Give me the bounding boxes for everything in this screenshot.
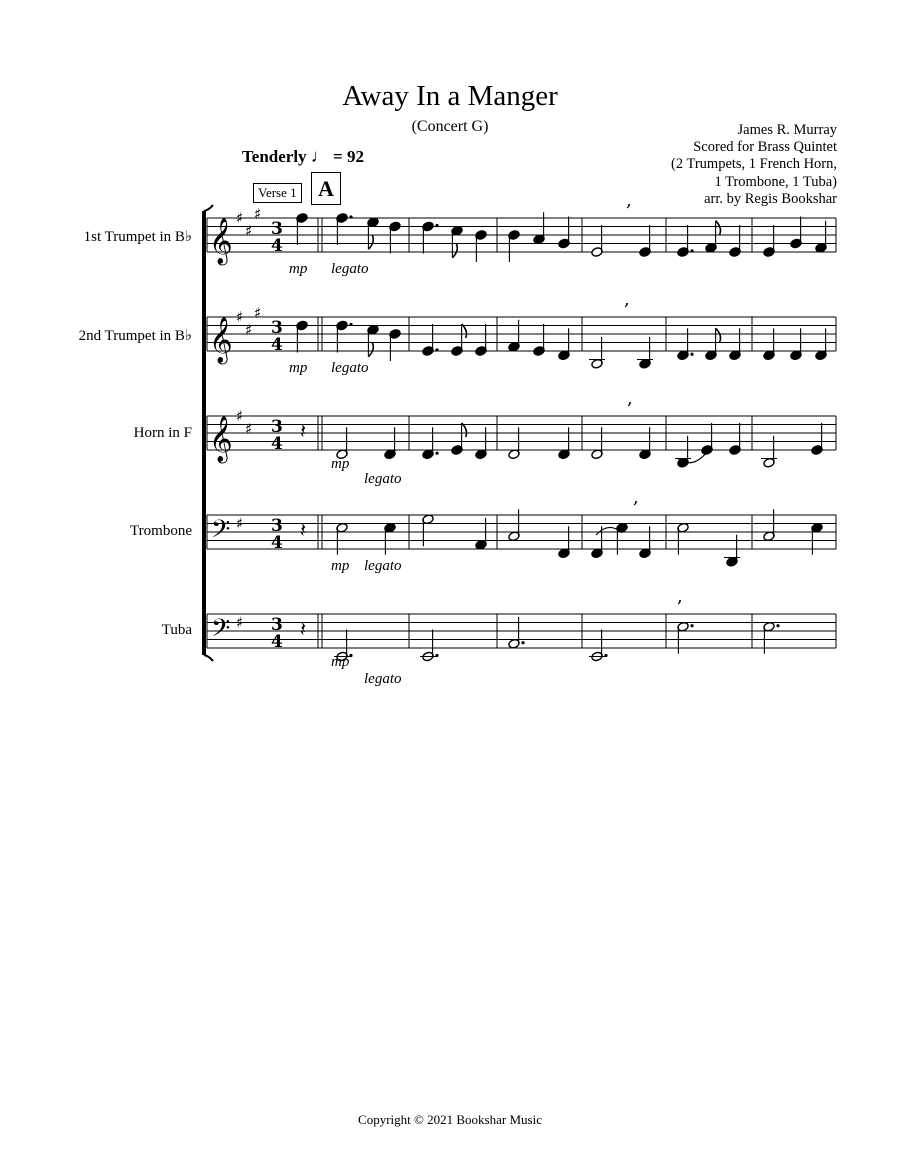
- augmentation-dot: [349, 654, 352, 657]
- part-name-horn: Horn in F: [133, 425, 192, 441]
- augmentation-dot: [435, 224, 438, 227]
- treble-clef-icon: 𝄞: [209, 317, 233, 363]
- eighth-flag: [462, 324, 467, 338]
- dynamic-marking: mp: [289, 360, 308, 376]
- augmentation-dot: [349, 323, 352, 326]
- augmentation-dot: [435, 348, 438, 351]
- dynamic-marking: mp: [331, 558, 350, 574]
- arranger: arr. by Regis Bookshar: [704, 190, 837, 207]
- sharp-icon: ♯: [236, 514, 244, 533]
- expression-marking: legato: [364, 471, 402, 487]
- part-name-trombone: Trombone: [130, 523, 192, 539]
- score-title: Away In a Manger: [342, 80, 558, 112]
- scoring-line-3: 1 Trombone, 1 Tuba): [714, 173, 837, 190]
- quarter-rest-icon: 𝄽: [300, 617, 307, 641]
- slur: [677, 452, 707, 463]
- sharp-icon: ♯: [245, 320, 253, 339]
- eighth-flag: [368, 343, 373, 357]
- augmentation-dot: [690, 249, 693, 252]
- eighth-flag: [368, 235, 373, 249]
- expression-marking: legato: [331, 261, 369, 277]
- quarter-rest-icon: 𝄽: [300, 419, 307, 443]
- tempo-marking: [242, 146, 364, 167]
- expression-marking: legato: [364, 671, 402, 687]
- part-name-trumpet-2: 2nd Trumpet in B♭: [78, 328, 192, 344]
- scoring-line-2: (2 Trumpets, 1 French Horn,: [671, 156, 837, 173]
- sharp-icon: ♯: [254, 204, 262, 223]
- dynamic-marking: mp: [289, 261, 308, 277]
- sharp-icon: ♯: [236, 308, 244, 326]
- expression-marking: legato: [364, 558, 402, 574]
- system-bracket-top: [204, 205, 213, 211]
- bass-clef-icon: 𝄢: [211, 515, 231, 550]
- sharp-icon: ♯: [245, 419, 253, 438]
- time-signature-denominator: 4: [271, 236, 283, 256]
- augmentation-dot: [776, 624, 779, 627]
- eighth-flag: [462, 423, 467, 437]
- time-signature-numerator: 3: [271, 615, 283, 635]
- eighth-flag: [716, 328, 721, 342]
- time-signature-denominator: 4: [271, 533, 283, 553]
- augmentation-dot: [690, 353, 693, 356]
- time-signature-numerator: 3: [271, 516, 283, 536]
- scoring-line-1: Scored for Brass Quintet: [693, 139, 837, 156]
- treble-clef-icon: 𝄞: [209, 218, 233, 264]
- augmentation-dot: [521, 641, 524, 644]
- dynamic-marking: mp: [331, 654, 350, 670]
- eighth-flag: [452, 244, 457, 258]
- sharp-icon: ♯: [236, 407, 244, 425]
- tempo-text: Tenderly: [242, 147, 307, 166]
- part-name-trumpet-1: 1st Trumpet in B♭: [83, 229, 192, 245]
- dynamic-marking: mp: [331, 456, 350, 472]
- part-name-tuba: Tuba: [161, 622, 192, 638]
- score-subtitle: (Concert G): [411, 118, 489, 135]
- augmentation-dot: [435, 452, 438, 455]
- eighth-flag: [716, 221, 721, 235]
- sharp-icon: ♯: [245, 221, 253, 240]
- verse-label: Verse 1: [253, 183, 302, 203]
- rehearsal-mark: A: [311, 172, 341, 205]
- composer: James R. Murray: [737, 122, 837, 138]
- breath-mark-icon: ,: [626, 190, 632, 211]
- sharp-icon: ♯: [254, 303, 262, 322]
- augmentation-dot: [435, 654, 438, 657]
- quarter-note-icon: ♩: [310, 146, 329, 166]
- credits-block: [671, 122, 837, 208]
- expression-marking: legato: [331, 360, 369, 376]
- tempo-value: = 92: [333, 147, 364, 166]
- time-signature-denominator: 4: [271, 335, 283, 355]
- bass-clef-icon: 𝄢: [211, 614, 231, 649]
- augmentation-dot: [690, 624, 693, 627]
- time-signature-numerator: 3: [271, 417, 283, 437]
- breath-mark-icon: ,: [633, 487, 639, 508]
- sharp-icon: ♯: [236, 613, 244, 632]
- copyright-footer: Copyright © 2021 Bookshar Music: [358, 1112, 542, 1127]
- augmentation-dot: [349, 215, 352, 218]
- quarter-rest-icon: 𝄽: [300, 518, 307, 542]
- breath-mark-icon: ,: [677, 586, 683, 607]
- system-bracket-bottom: [204, 655, 213, 661]
- sharp-icon: ♯: [236, 209, 244, 227]
- time-signature-denominator: 4: [271, 434, 283, 454]
- time-signature-numerator: 3: [271, 219, 283, 239]
- time-signature-numerator: 3: [271, 318, 283, 338]
- treble-clef-icon: 𝄞: [209, 416, 233, 462]
- time-signature-denominator: 4: [271, 632, 283, 652]
- breath-mark-icon: ,: [627, 388, 633, 409]
- augmentation-dot: [604, 654, 607, 657]
- breath-mark-icon: ,: [624, 289, 630, 310]
